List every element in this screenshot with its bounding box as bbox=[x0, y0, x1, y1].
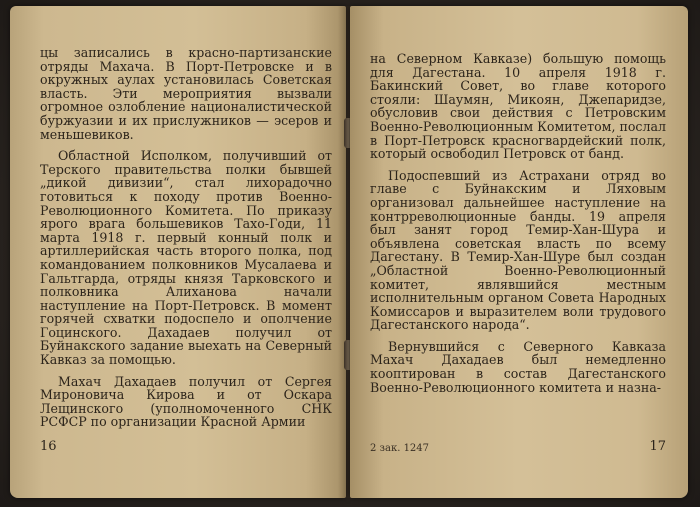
left-page bbox=[10, 6, 346, 498]
left-paragraph-3: Махач Дахадаев получил от Сергея Мироновича Кирова и от Оскара Лещинского (уполномоченного СНК РСФСР по организации Красной Армии bbox=[40, 373, 332, 430]
right-page-text bbox=[370, 52, 666, 394]
left-paragraph-2: Областной Исполком, получивший от Терского правительства полки бывшей „дикой дивизии“, стал лихорадочно готовиться к походу против Военно-Революционного Комитета. По приказу ярого врага большевиков Тахо-Годи, 11 марта 1918 г. первый конный полк и артиллерийская часть второго полка, под командованием полковников Мусалаева и Гальтгарда, отряды князя Тарковского и полковника Алиханова начали наступление на Порт-Петровск. В момент горячей схватки подоспело и ополчение Гоцинского. Дахадаев получил от Буйнакского задание выехать на Северный Кавказ за помощью. bbox=[40, 148, 332, 368]
left-page-text bbox=[40, 46, 332, 429]
right-paragraph-3: Вернувшийся с Северного Кавказа Махач Дахадаев был немедленно кооптирован в состав Дагестанского Военно-Революционного комитета и назна- bbox=[370, 338, 666, 395]
left-page-number: 16 bbox=[40, 439, 57, 454]
right-page bbox=[350, 6, 688, 498]
printer-signature: 2 зак. 1247 bbox=[370, 443, 430, 454]
right-paragraph-1: на Северном Кавказе) большую помощь для Дагестана. 10 апреля 1918 г. Бакинский Совет, во главе которого стояли: Шаумян, Микоян, Джепаридзе, обусловив свои действия с Петровским Военно-Революционным Комитетом, послал в Порт-Петровск красногвардейский полк, который освободил Петровск от банд. bbox=[370, 51, 666, 162]
right-page-number: 17 bbox=[649, 439, 666, 454]
left-paragraph-1: цы записались в красно-партизанские отряды Махача. В Порт-Петровске и в окружных аулах установилась Советская власть. Эти мероприятия вызвали огромное озлобление националистической буржуазии и их прислужников — эсеров и меньшевиков. bbox=[40, 45, 332, 142]
right-paragraph-2: Подоспевший из Астрахани отряд во главе с Буйнакским и Ляховым организовал дальнейшее наступление на контрреволюционные банды. 19 апреля был занят город Темир-Хан-Шура и объявлена советская власть по всему Дагестану. В Темир-Хан-Шуре был создан „Областной Военно-Революционный комитет, являвшийся местным исполнительным органом Совета Народных Комиссаров и выразителем воли трудового Дагестанского народа“. bbox=[370, 167, 666, 333]
